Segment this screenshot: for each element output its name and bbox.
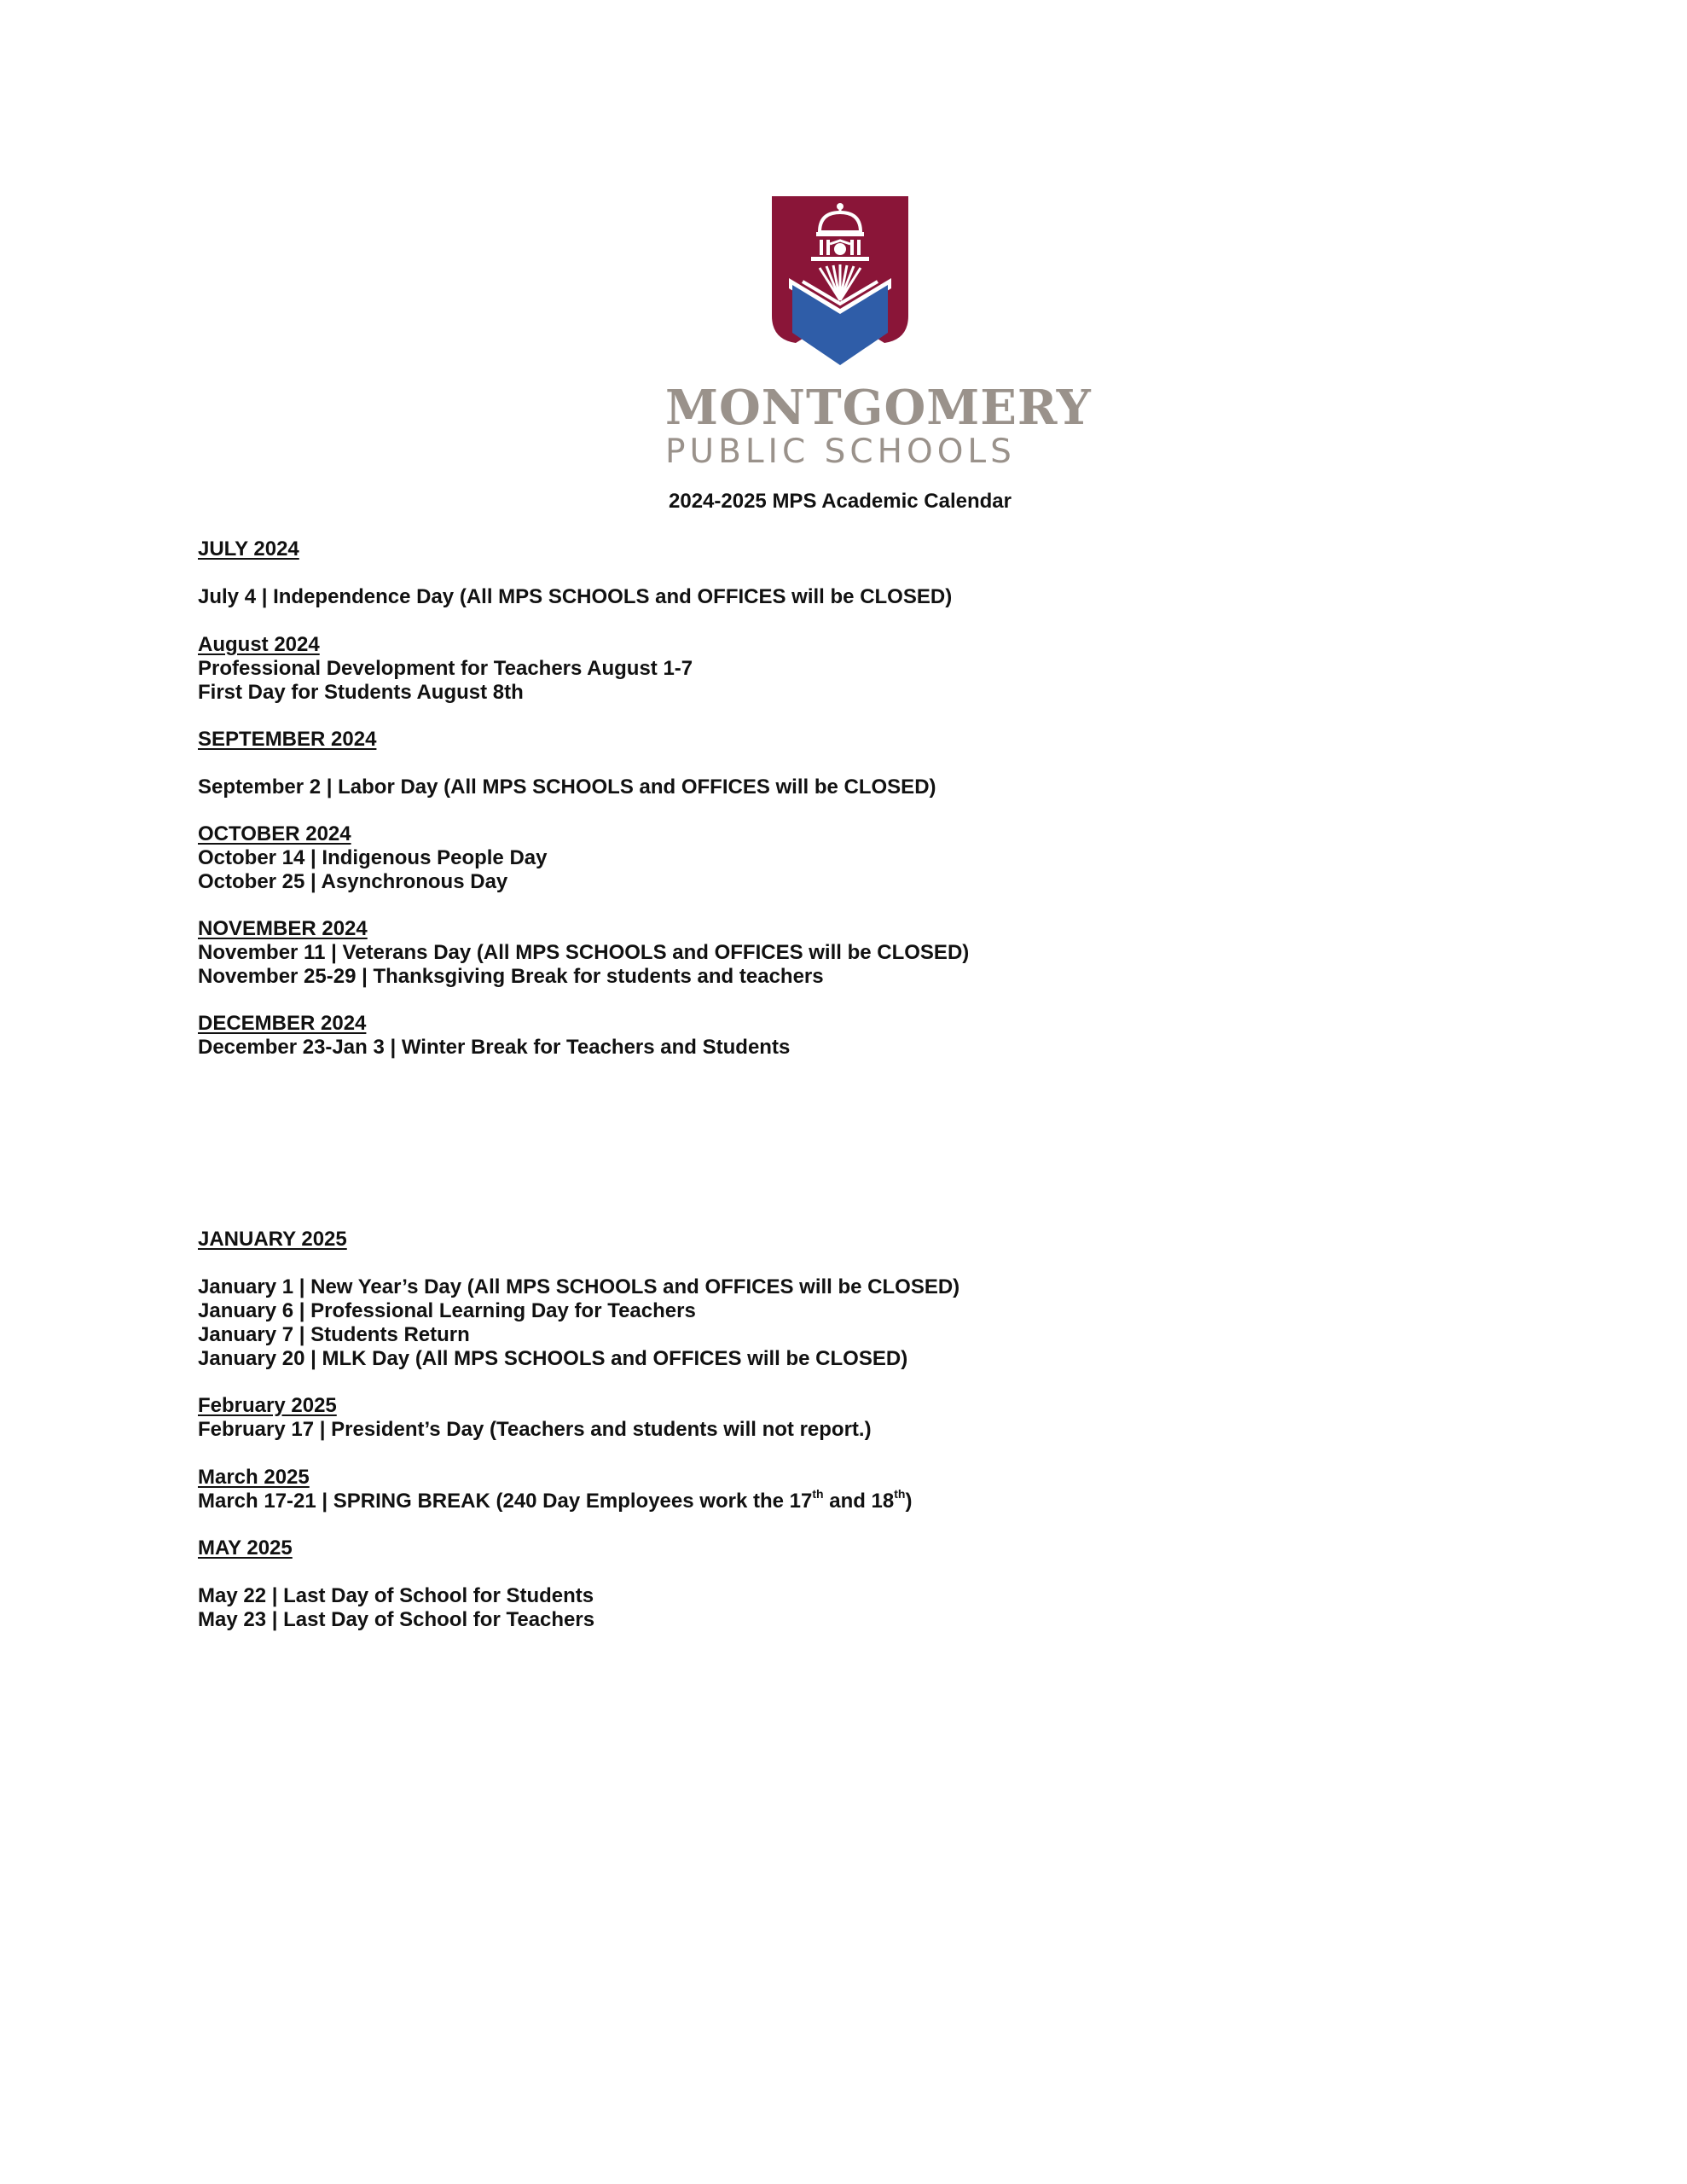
logo-name-line1: MONTGOMERY [665, 380, 1092, 436]
section-january [198, 1228, 959, 1371]
section-september [198, 728, 936, 799]
logo-name-line2: PUBLIC SCHOOLS [665, 433, 1016, 471]
section-heading: OCTOBER 2024 [198, 822, 351, 845]
list-item: January 6 | Professional Learning Day for Teachers [198, 1299, 696, 1322]
ordinal-suffix: th [894, 1487, 906, 1501]
mps-shield-logo [772, 196, 908, 367]
section-november [198, 917, 969, 989]
section-heading: DECEMBER 2024 [198, 1012, 367, 1035]
list-item: January 20 | MLK Day (All MPS SCHOOLS and OFFICES will be CLOSED) [198, 1347, 908, 1370]
march-item-text: and 18 [823, 1490, 895, 1513]
document-title: 2024-2025 MPS Academic Calendar [669, 490, 1012, 513]
section-heading: SEPTEMBER 2024 [198, 728, 377, 751]
list-item: May 23 | Last Day of School for Teachers [198, 1608, 595, 1631]
section-heading: JULY 2024 [198, 537, 299, 561]
section-may [198, 1536, 594, 1632]
section-heading: MAY 2025 [198, 1536, 293, 1560]
ordinal-suffix: th [812, 1487, 824, 1501]
list-item: January 7 | Students Return [198, 1323, 470, 1346]
list-item: October 14 | Indigenous People Day [198, 846, 548, 869]
list-item: May 22 | Last Day of School for Students [198, 1584, 594, 1607]
section-heading: JANUARY 2025 [198, 1228, 347, 1251]
section-august [198, 633, 693, 705]
section-october [198, 822, 547, 894]
list-item: July 4 | Independence Day (All MPS SCHOOLS and OFFICES will be CLOSED) [198, 585, 953, 608]
list-item: November 25-29 | Thanksgiving Break for students and teachers [198, 965, 824, 988]
section-heading: August 2024 [198, 633, 320, 656]
list-item [198, 1487, 913, 1513]
section-february [198, 1394, 872, 1442]
section-march [198, 1466, 912, 1513]
list-item: November 11 | Veterans Day (All MPS SCHOOLS and OFFICES will be CLOSED) [198, 941, 970, 964]
section-heading: February 2025 [198, 1394, 337, 1417]
list-item: First Day for Students August 8th [198, 681, 524, 704]
march-item-text: March 17-21 | SPRING BREAK (240 Day Employees work the 17 [198, 1490, 813, 1513]
section-december [198, 1012, 790, 1060]
list-item: October 25 | Asynchronous Day [198, 870, 508, 893]
list-item: January 1 | New Year’s Day (All MPS SCHOOLS and OFFICES will be CLOSED) [198, 1275, 960, 1298]
section-heading: March 2025 [198, 1466, 310, 1489]
list-item: December 23-Jan 3 | Winter Break for Teachers and Students [198, 1036, 791, 1059]
section-heading: NOVEMBER 2024 [198, 917, 368, 940]
list-item: September 2 | Labor Day (All MPS SCHOOLS and OFFICES will be CLOSED) [198, 775, 936, 799]
march-item-text: ) [905, 1490, 913, 1513]
list-item: February 17 | President’s Day (Teachers and students will not report.) [198, 1418, 872, 1441]
section-july [198, 537, 952, 609]
list-item: Professional Development for Teachers August 1-7 [198, 657, 693, 680]
